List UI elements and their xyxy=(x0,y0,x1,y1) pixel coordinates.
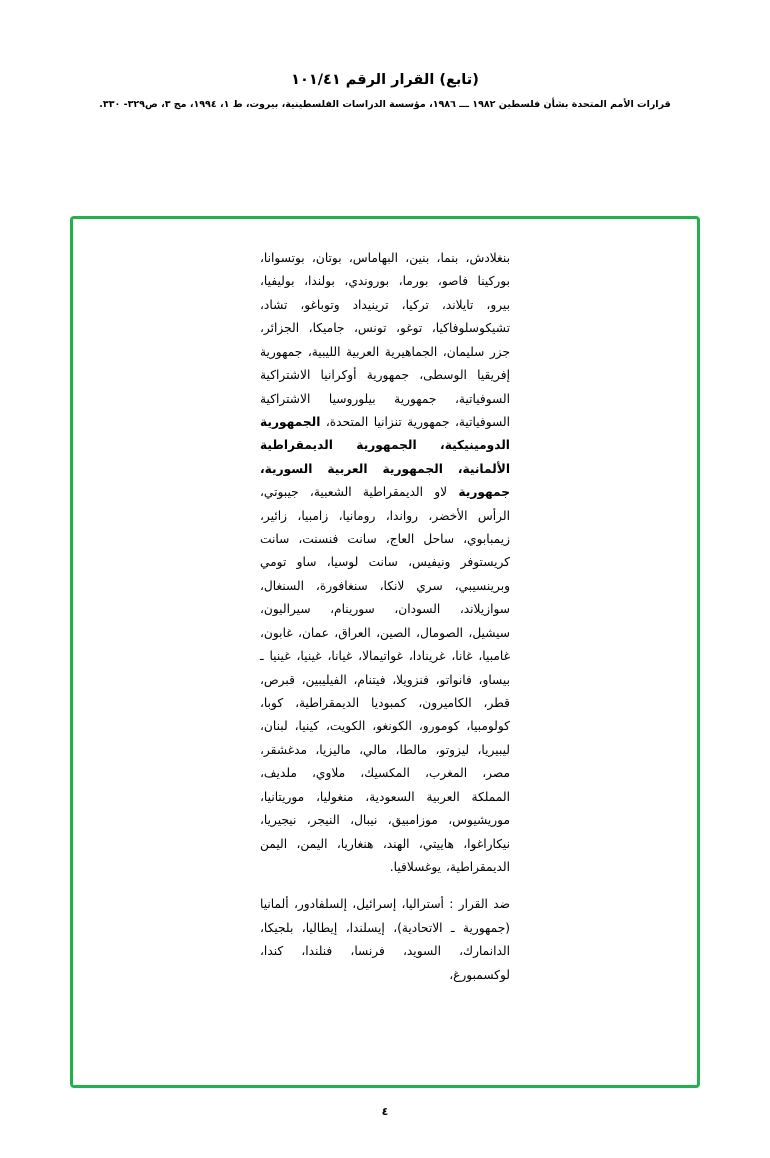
page-title: (تابع) القرار الرقم ١٠١/٤١ xyxy=(291,72,479,88)
against-label: ضد القرار : xyxy=(449,897,510,912)
source-citation: قرارات الأمم المتحدة بشأن فلسطين ١٩٨٢ ـــ ١٩٨٦، مؤسسة الدراسات الفلسطينية، بيروت، ط ١، ١٩٩٤، مج ٣، ص٣٢٩- ٣٣٠. xyxy=(99,99,671,110)
against-paragraph xyxy=(260,893,510,987)
document-page xyxy=(0,72,770,1158)
content-frame xyxy=(70,216,700,1088)
document-header xyxy=(0,72,770,111)
text-column xyxy=(260,247,510,987)
country-list-part-1: بنغلادش، بنما، بنين، البهاماس، بوتان، بوتسوانا، بوركينا فاصو، بورما، بوروندي، بولندا، بوليفيا، بيرو، تايلاند، تركيا، ترينيداد وتوباغو، تشاد، تشيكوسلوفاكيا، توغو، تونس، جاميكا، الجزائر، جزر سليمان، الجماهيرية العربية الليبية، جمهورية إفريقيا الوسطى، جمهورية أوكرانيا الاشتراكية السوفياتية، جمهورية بيلوروسيا الاشتراكية السوفياتية، جمهورية تنزانيا المتحدة، xyxy=(260,251,510,429)
against-country-list: أستراليا، إسرائيل، إلسلفادور، ألمانيا (جمهورية ـ الاتحادية)، إيسلندا، إيطاليا، بلجيكا، الدانمارك، السويد، فرنسا، فنلندا، كندا، لوكسمبورغ، xyxy=(260,897,510,982)
country-list-paragraph xyxy=(260,247,510,879)
content-area xyxy=(73,247,697,987)
country-list-bold-segment: الجمهورية الدومينيكية، الجمهورية الديمقراطية الألمانية، الجمهورية العربية السورية، جمهورية xyxy=(260,414,510,500)
page-number: ٤ xyxy=(381,1105,389,1118)
country-list-part-2: لاو الديمقراطية الشعبية، جيبوتي، الرأس الأخضر، رواندا، رومانيا، زامبيا، زائير، زيمبابوي، ساحل العاج، سانت فنسنت، سانت كريستوفر ونيفيس، سانت لوسيا، ساو تومي وبرينسيبي، سري لانكا، سنغافورة، السنغال، سوازيلاند، السودان، سورينام، سيراليون، سيشيل، الصومال، الصين، العراق، عمان، غابون، غامبيا، غانا، غرينادا، غواتيمالا، غيانا، غينيا، غينيا ـ بيساو، فانواتو، فنزويلا، فيتنام، الفيليبين، قبرص، قطر، الكاميرون، كمبوديا الديمقراطية، كوبا، كولومبيا، كومورو، الكونغو، الكويت، كينيا، لبنان، ليبيريا، ليزوتو، مالطا، مالي، ماليزيا، مدغشقر، مصر، المغرب، المكسيك، ملاوي، ملديف، المملكة العربية السعودية، منغوليا، موريتانيا، موريشيوس، موزامبيق، نيبال، النيجر، نيجيريا، نيكاراغوا، هاييتي، الهند، هنغاريا، اليمن، اليمن الديمقراطية، يوغسلافيا. xyxy=(260,485,510,874)
